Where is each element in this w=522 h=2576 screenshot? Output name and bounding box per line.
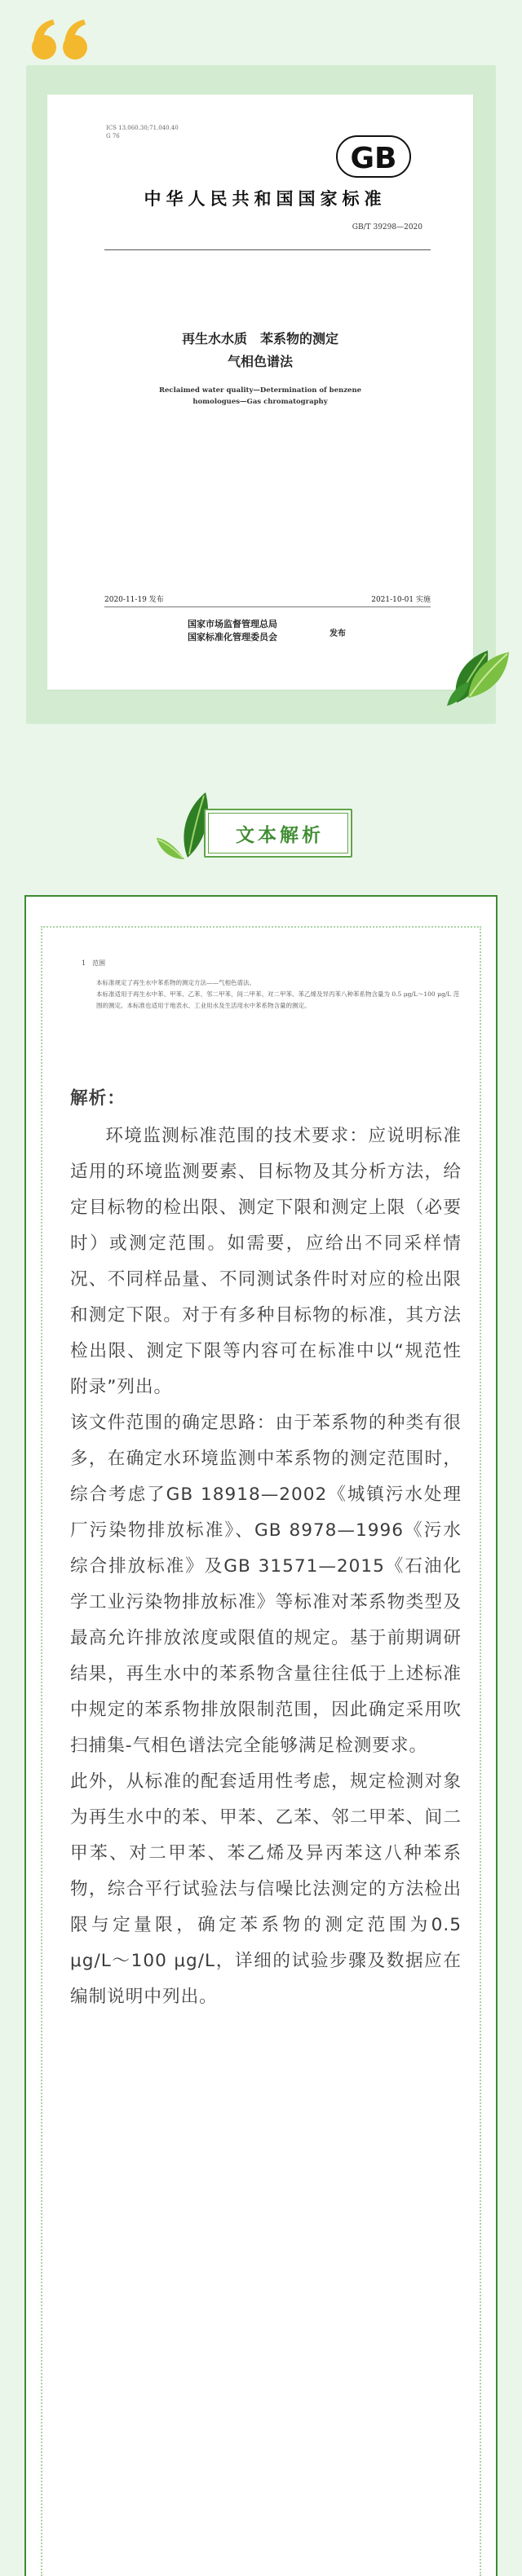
standard-code: GB/T 39298—2020 bbox=[352, 223, 422, 232]
section-heading bbox=[204, 809, 352, 858]
implement-date: 2021-10-01 实施 bbox=[371, 596, 431, 604]
standard-title-cn: 再生水水质 苯系物的测定 气相色谱法 bbox=[181, 331, 338, 369]
analysis-paragraph: 该文件范围的确定思路：由于苯系物的种类有很多，在确定水环境监测中苯系物的测定范围时，综合考虑了GB 18918—2002《城镇污水处理厂污染物排放标准》、GB 8978—1996《污水综合排放标准》及GB 31571—2015《石油化学工业污染物排放标准》等标准对苯系物类型及最高允许排放浓度或限值的规定。基于前期调研结果，再生水中的苯系物含量往往低于上述标准中规定的苯系物排放限制范围，因此确定采用吹扫捕集-气相色谱法完全能够满足检测要求。 bbox=[70, 1413, 462, 1756]
ics-code: ICS 13.060.30;71.040.40 G 76 bbox=[106, 125, 179, 139]
analysis-body bbox=[70, 1081, 462, 2015]
scope-excerpt bbox=[77, 959, 460, 1012]
issuing-authorities: 国家市场监督管理总局 国家标准化管理委员会 bbox=[188, 619, 277, 642]
standard-cover-page bbox=[47, 95, 473, 690]
section-heading-frame bbox=[208, 813, 348, 854]
issue-date: 2020-11-19 发布 bbox=[104, 596, 164, 604]
analysis-paragraph: 环境监测标准范围的技术要求：应说明标准适用的环境监测要素、目标物及其分析方法，给定目标物的检出限、测定下限和测定上限（必要时）或测定范围。如需要，应给出不同采样情况、不同样品量、不同测试条件时对应的检出限和测定下限。对于有多种目标物的标准，其方法检出限、测定下限等内容可在标准中以“规范性附录”列出。 bbox=[70, 1126, 462, 1397]
scope-heading: 1 范围 bbox=[82, 959, 106, 967]
issued-label: 发布 bbox=[330, 629, 346, 638]
content-card bbox=[24, 895, 498, 2576]
analysis-title: 解析： bbox=[70, 1088, 126, 1109]
scope-paragraph: 本标准适用于再生水中苯、甲苯、乙苯、邻二甲苯、间二甲苯、对二甲苯、苯乙烯及异丙苯八种苯系物含量为 0.5 μg/L～100 μg/L 范围的测定。本标准也适用于地表水、工业用水及生活用水中苯系物含量的测定。 bbox=[96, 990, 460, 1009]
analysis-paragraph: 此外，从标准的配套适用性考虑，规定检测对象为再生水中的苯、甲苯、乙苯、邻二甲苯、间二甲苯、对二甲苯、苯乙烯及异丙苯这八种苯系物，综合平行试验法与信噪比法测定的方法检出限与定量限，确定苯系物的测定范围为0.5 μg/L～100 μg/L，详细的试验步骤及数据应在编制说明中列出。 bbox=[70, 1771, 462, 2007]
gb-logo bbox=[336, 135, 411, 178]
divider bbox=[104, 249, 431, 250]
leaf-decoration-icon bbox=[440, 628, 515, 709]
quote-mark-icon bbox=[31, 18, 93, 62]
gb-logo-text: GB bbox=[350, 142, 397, 175]
national-standard-heading: 中华人民共和国国家标准 bbox=[144, 188, 387, 209]
standard-title-en: Reclaimed water quality—Determination of benzene homologues—Gas chromatography bbox=[158, 386, 362, 406]
scope-paragraph: 本标准规定了再生水中苯系物的测定方法——气相色谱法。 bbox=[96, 979, 255, 986]
section-heading-label: 文本解析 bbox=[236, 824, 324, 846]
